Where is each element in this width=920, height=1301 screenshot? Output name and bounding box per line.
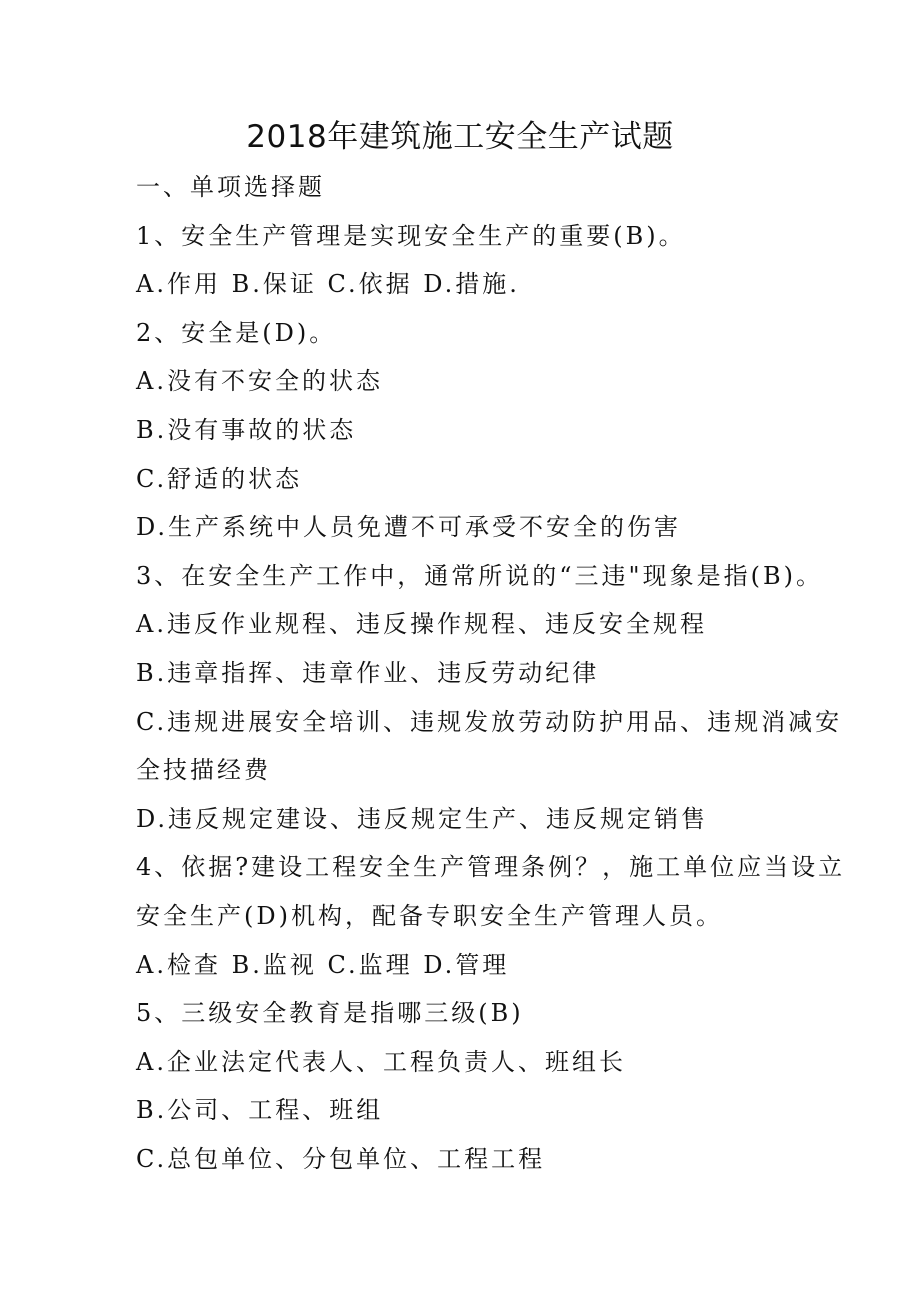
question-3-option-c-continued: 全技描经费: [136, 756, 271, 785]
question-5-option-c: C.总包单位、分包单位、工程工程: [136, 1144, 546, 1173]
question-5-option-b: B.公司、工程、班组: [136, 1096, 384, 1125]
question-3-option-d: D.违反规定建设、违反规定生产、违反规定销售: [136, 804, 709, 833]
question-3: 3、在安全生产工作中，通常所说的“三违"现象是指(B)。: [136, 561, 823, 590]
document-body: [136, 163, 846, 1183]
document-title: 2018年建筑施工安全生产试题: [246, 119, 674, 155]
question-5-option-a: A.企业法定代表人、工程负责人、班组长: [136, 1047, 626, 1076]
question-4-options: A.检查 B.监视 C.监理 D.管理: [136, 950, 510, 979]
question-4: 4、依据?建设工程安全生产管理条例？，施工单位应当设立: [136, 853, 846, 882]
question-2-option-c: C.舒适的状态: [136, 464, 303, 493]
question-5: 5、三级安全教育是指哪三级(B): [136, 999, 524, 1028]
question-1: 1、安全生产管理是实现安全生产的重要(B)。: [136, 221, 686, 250]
question-2-option-d: D.生产系统中人员免遭不可承受不安全的伤害: [136, 513, 682, 542]
question-2-option-a: A.没有不安全的状态: [136, 367, 383, 396]
question-1-options: A.作用 B.保证 C.依据 D.措施.: [136, 270, 520, 299]
question-3-option-c: C.违规进展安全培训、违规发放劳动防护用品、违规消减安: [136, 707, 843, 736]
question-3-option-a: A.违反作业规程、违反操作规程、违反安全规程: [136, 610, 707, 639]
section-heading: 一、单项选择题: [136, 173, 325, 201]
question-3-option-b: B.违章指挥、违章作业、违反劳动纪律: [136, 658, 600, 687]
question-2: 2、安全是(D)。: [136, 318, 337, 347]
question-4-continued: 安全生产(D)机构，配备专职安全生产管理人员。: [136, 901, 723, 930]
question-2-option-b: B.没有事故的状态: [136, 415, 357, 444]
